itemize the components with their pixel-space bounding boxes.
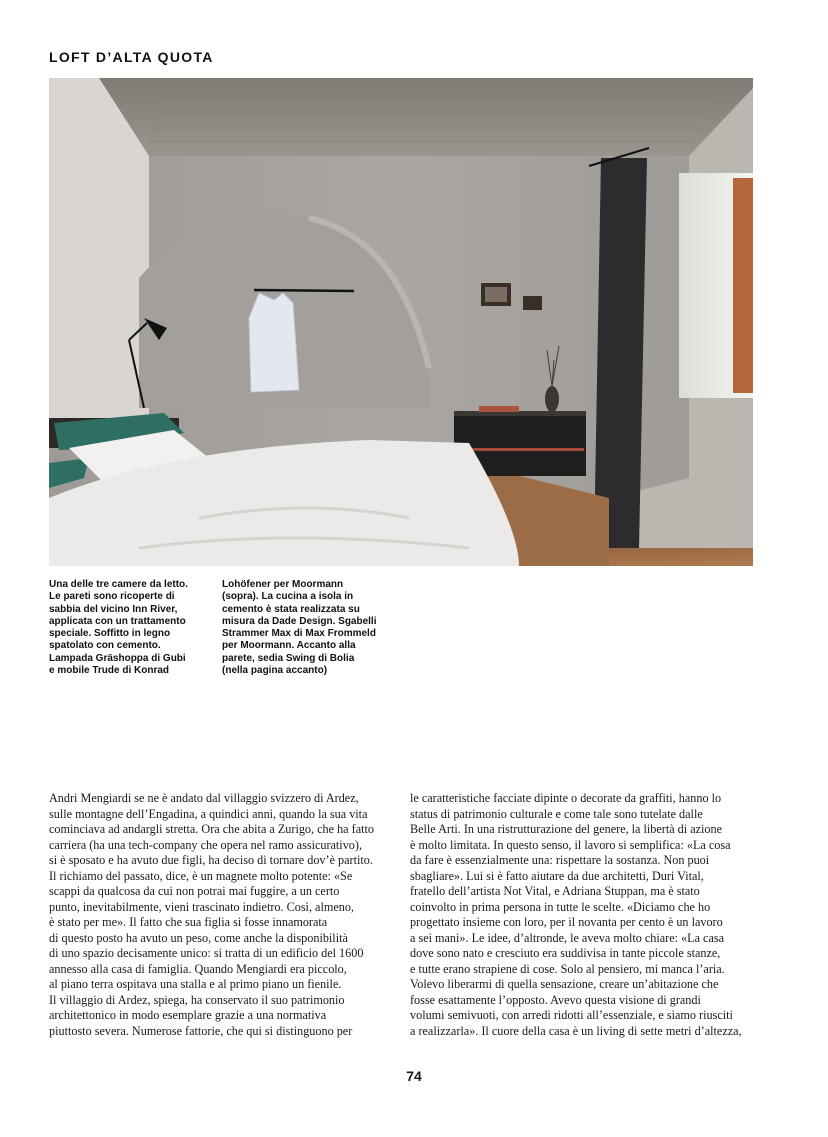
clothes-rail	[254, 290, 354, 291]
bedroom-photo	[49, 78, 753, 566]
photo-caption-right: Lohöfener per Moormann (sopra). La cucina a isola in cemento è stata realizzata su misura da Dade Design. Sgabelli Strammer Max di Max Frommeld per Moormann. Accanto alla parete, sedia Swing di Bolia (nella pagina accanto)	[222, 579, 377, 677]
article-column-right: le caratteristiche facciate dipinte o decorate da graffiti, hanno lo status di patrimonio culturale e come tale sono tutelate dalle Belle Arti. In una ristrutturazione del genere, la libertà di azione è molto limitata. In questo senso, il lavoro si semplifica: «La cosa da fare è essenzialmente una: rispettare la sostanza. Non puoi sbagliare». Lui si è fatto aiutare da due architetti, Duri Vital, fratello dell’artista Not Vital, e Adriana Stuppan, ma è stato coinvolto in prima persona in tutte le scelte. «Diciamo che ho progettato insieme con loro, per il novanta per cento è un lavoro a sei mani». Le idee, d’altronde, le aveva molto chiare: «La casa dove sono nato e cresciuto era suddivisa in tante piccole stanze, e tutte erano strapiene di cose. Solo al pensiero, mi manca l’aria. Volevo liberarmi di quella sensazione, creare un’abitazione che fosse esattamente l’opposto. Avevo questa visione di grandi volumi semivuoti, con arredi ridotti all’essenziale, e siamo riusciti a realizzarla». Il cuore della casa è un living di sette metri d’altezza,	[410, 791, 742, 1038]
article-column-left: Andri Mengiardi se ne è andato dal villaggio svizzero di Ardez, sulle montagne dell’Engadina, a quindici anni, quando la sua vita cominciava ad andargli stretta. Ora che abita a Zurigo, che ha fatto carriera (ha una tech-company che opera nel ramo assicurativo), si è sposato e ha avuto due figli, ha deciso di tornare dov’è partito. Il richiamo del passato, dice, è un magnete molto potente: «Se scappi da qualcosa da cui non potrai mai fuggire, a un certo punto, inevitabilmente, vieni trascinato indietro. Così, almeno, è stato per me». Il fatto che sua figlia si fosse innamorata di questo posto ha avuto un peso, come anche la disponibilità di uno spazio decisamente unico: si tratta di un edificio del 1600 annesso alla casa di famiglia. Quando Mengiardi era piccolo, al piano terra ospitava una stalla e al primo piano un fienile. Il villaggio di Ardez, spiega, ha conservato il suo patrimonio architettonico in modo esemplare grazie a una normativa piuttosto severa. Numerose fattorie, che qui si distinguono per	[49, 791, 374, 1038]
photo-caption-left: Una delle tre camere da letto. Le pareti sono ricoperte di sabbia del vicino Inn River, applicata con un trattamento speciale. Soffitto in legno spatolato con cemento. Lampada Gräshoppa di Gubi e mobile Trude di Konrad	[49, 579, 188, 677]
section-title: LOFT D’ALTA QUOTA	[49, 49, 214, 65]
picture-frame-small	[523, 296, 542, 310]
vase	[545, 386, 559, 412]
curtain	[594, 158, 647, 548]
page-number: 74	[406, 1068, 422, 1084]
window-frame	[733, 178, 753, 393]
wood-ceiling	[99, 78, 753, 156]
shirt	[249, 293, 299, 392]
